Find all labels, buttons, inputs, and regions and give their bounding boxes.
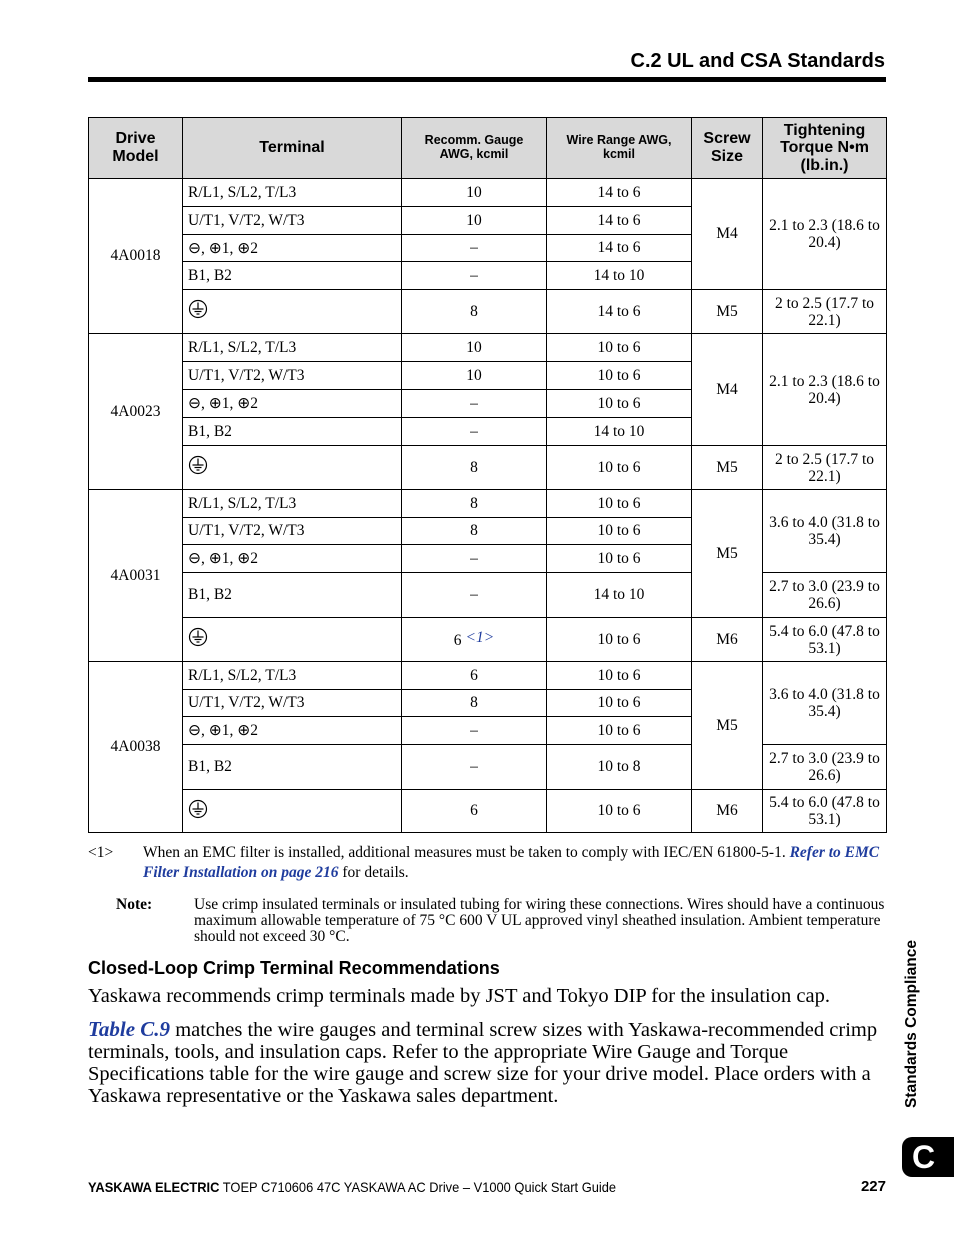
footer-doc xyxy=(88,1179,616,1195)
screw-size-cell: M5 xyxy=(692,662,763,790)
footer-brand: YASKAWA ELECTRIC xyxy=(88,1179,220,1195)
terminal-cell: B1, B2 xyxy=(183,262,402,290)
footnote-suffix: for details. xyxy=(342,864,409,881)
wire-range-cell: 10 to 6 xyxy=(547,518,692,545)
gauge-cell: 8 xyxy=(402,446,547,490)
header-terminal: Terminal xyxy=(183,118,402,179)
table-row xyxy=(89,334,887,362)
torque-cell: 2.1 to 2.3 (18.6 to 20.4) xyxy=(763,334,887,446)
screw-size-cell: M6 xyxy=(692,618,763,662)
gauge-cell: 10 xyxy=(402,179,547,207)
gauge-footnote-link[interactable]: <1> xyxy=(465,629,495,646)
footer-doc-title: TOEP C710606 47C YASKAWA AC Drive – V1000 Quick Start Guide xyxy=(222,1179,617,1195)
terminal-cell: R/L1, S/L2, T/L3 xyxy=(183,179,402,207)
terminal-cell: ⊖, ⊕1, ⊕2 xyxy=(183,390,402,418)
torque-cell: 3.6 to 4.0 (31.8 to 35.4) xyxy=(763,490,887,573)
ground-icon xyxy=(188,627,208,652)
header-drive-model: Drive Model xyxy=(89,118,183,179)
gauge-cell: 6 xyxy=(402,790,547,833)
header-wire-range: Wire Range AWG, kcmil xyxy=(547,118,692,179)
wire-range-cell: 10 to 6 xyxy=(547,490,692,518)
screw-size-cell: M5 xyxy=(692,290,763,334)
torque-cell: 2.7 to 3.0 (23.9 to 26.6) xyxy=(763,745,887,790)
header-screw-size: Screw Size xyxy=(692,118,763,179)
wire-range-cell: 10 to 6 xyxy=(547,390,692,418)
gauge-cell: 8 xyxy=(402,690,547,717)
footnote-body: When an EMC filter is installed, additional measures must be taken to comply with IEC/EN 61800-5-1. xyxy=(143,844,786,861)
footnote-marker: <1> xyxy=(88,844,114,861)
section-title: C.2 UL and CSA Standards xyxy=(630,50,885,72)
torque-cell: 2 to 2.5 (17.7 to 22.1) xyxy=(763,290,887,334)
wire-range-cell: 10 to 6 xyxy=(547,690,692,717)
torque-cell: 3.6 to 4.0 (31.8 to 35.4) xyxy=(763,662,887,745)
gauge-cell: – xyxy=(402,745,547,790)
screw-size-cell: M4 xyxy=(692,334,763,446)
terminal-cell: ⊖, ⊕1, ⊕2 xyxy=(183,545,402,573)
torque-cell: 2 to 2.5 (17.7 to 22.1) xyxy=(763,446,887,490)
table-row xyxy=(89,573,887,618)
torque-cell: 5.4 to 6.0 (47.8 to 53.1) xyxy=(763,618,887,662)
table-row xyxy=(89,290,887,334)
side-section-label: Standards Compliance xyxy=(903,940,920,1108)
wire-range-cell: 10 to 6 xyxy=(547,362,692,390)
wire-range-cell: 14 to 6 xyxy=(547,290,692,334)
gauge-cell: 8 xyxy=(402,290,547,334)
wire-range-cell: 10 to 8 xyxy=(547,745,692,790)
wire-range-cell: 10 to 6 xyxy=(547,662,692,690)
drive-model-cell: 4A0031 xyxy=(89,490,183,662)
wire-range-cell: 10 to 6 xyxy=(547,446,692,490)
table-row xyxy=(89,446,887,490)
table-row xyxy=(89,745,887,790)
wire-range-cell: 10 to 6 xyxy=(547,545,692,573)
ground-icon xyxy=(188,455,208,480)
footnote-link[interactable]: Refer to EMC Filter Installation on page 216 xyxy=(143,844,880,881)
paragraph-1: Yaskawa recommends crimp terminals made by JST and Tokyo DIP for the insulation cap. xyxy=(88,985,830,1007)
gauge-cell: 10 xyxy=(402,334,547,362)
page-number: 227 xyxy=(860,1178,886,1195)
wire-range-cell: 14 to 6 xyxy=(547,207,692,235)
wire-range-cell: 14 to 10 xyxy=(547,418,692,446)
gauge-cell: – xyxy=(402,418,547,446)
terminal-cell xyxy=(183,290,402,334)
drive-model-cell: 4A0038 xyxy=(89,662,183,833)
table-row xyxy=(89,618,887,662)
appendix-tab: C xyxy=(902,1137,954,1177)
gauge-cell: – xyxy=(402,262,547,290)
gauge-cell: 6 xyxy=(402,662,547,690)
gauge-cell: – xyxy=(402,235,547,262)
wire-range-cell: 14 to 10 xyxy=(547,262,692,290)
wire-range-cell: 10 to 6 xyxy=(547,618,692,662)
terminal-cell: R/L1, S/L2, T/L3 xyxy=(183,334,402,362)
table-row xyxy=(89,179,887,207)
footnote-text xyxy=(143,843,886,883)
gauge-cell: – xyxy=(402,390,547,418)
gauge-cell: – xyxy=(402,717,547,745)
screw-size-cell: M4 xyxy=(692,179,763,290)
gauge-cell xyxy=(402,618,547,662)
terminal-cell xyxy=(183,790,402,833)
screw-size-cell: M6 xyxy=(692,790,763,833)
torque-cell: 2.1 to 2.3 (18.6 to 20.4) xyxy=(763,179,887,290)
terminal-cell: ⊖, ⊕1, ⊕2 xyxy=(183,717,402,745)
terminal-cell: U/T1, V/T2, W/T3 xyxy=(183,518,402,545)
wire-range-cell: 14 to 10 xyxy=(547,573,692,618)
gauge-cell: 8 xyxy=(402,490,547,518)
terminal-cell: R/L1, S/L2, T/L3 xyxy=(183,662,402,690)
drive-model-cell: 4A0018 xyxy=(89,179,183,334)
subheading: Closed-Loop Crimp Terminal Recommendations xyxy=(88,958,500,978)
ground-icon xyxy=(188,799,208,824)
paragraph-2 xyxy=(88,1018,888,1107)
title-rule xyxy=(88,77,886,82)
screw-size-cell: M5 xyxy=(692,446,763,490)
wire-range-cell: 14 to 6 xyxy=(547,179,692,207)
gauge-cell: 8 xyxy=(402,518,547,545)
gauge-cell: – xyxy=(402,573,547,618)
wire-range-cell: 10 to 6 xyxy=(547,334,692,362)
header-torque: Tightening Torque N•m (lb.in.) xyxy=(763,118,887,179)
paragraph-2-text: matches the wire gauges and terminal screw sizes with Yaskawa-recommended crimp terminals, tools, and insulation caps. Refer to the appropriate Wire Gauge and Torque Specifications table for the wire gauge and screw size for your drive model. Place orders with a Yaskawa representative or the Yaskawa sales department. xyxy=(88,1019,878,1107)
terminal-cell: U/T1, V/T2, W/T3 xyxy=(183,362,402,390)
wire-gauge-table xyxy=(88,117,887,833)
table-link[interactable]: Table C.9 xyxy=(88,1017,171,1041)
terminal-cell: U/T1, V/T2, W/T3 xyxy=(183,690,402,717)
drive-model-cell: 4A0023 xyxy=(89,334,183,490)
gauge-cell: 10 xyxy=(402,362,547,390)
gauge-cell: 10 xyxy=(402,207,547,235)
wire-range-cell: 14 to 6 xyxy=(547,235,692,262)
table-row xyxy=(89,790,887,833)
wire-range-cell: 10 to 6 xyxy=(547,790,692,833)
torque-cell: 5.4 to 6.0 (47.8 to 53.1) xyxy=(763,790,887,833)
table-body xyxy=(89,179,887,833)
wire-range-cell: 10 to 6 xyxy=(547,717,692,745)
terminal-cell: U/T1, V/T2, W/T3 xyxy=(183,207,402,235)
table-row xyxy=(89,662,887,690)
note-label: Note: xyxy=(116,896,153,913)
header-gauge: Recomm. Gauge AWG, kcmil xyxy=(402,118,547,179)
ground-icon xyxy=(188,299,208,324)
terminal-cell: B1, B2 xyxy=(183,418,402,446)
terminal-cell xyxy=(183,446,402,490)
note-text: Use crimp insulated terminals or insulated tubing for wiring these connections. Wires should have a continuous maximum allowable temperature of 75 °C 600 V UL approved vinyl sheathed insulation. Ambient temperature should not exceed 30 °C. xyxy=(194,896,885,945)
gauge-cell: – xyxy=(402,545,547,573)
table-row xyxy=(89,490,887,518)
terminal-cell: R/L1, S/L2, T/L3 xyxy=(183,490,402,518)
terminal-cell: B1, B2 xyxy=(183,745,402,790)
torque-cell: 2.7 to 3.0 (23.9 to 26.6) xyxy=(763,573,887,618)
terminal-cell xyxy=(183,618,402,662)
terminal-cell: B1, B2 xyxy=(183,573,402,618)
screw-size-cell: M5 xyxy=(692,490,763,618)
terminal-cell: ⊖, ⊕1, ⊕2 xyxy=(183,235,402,262)
gauge-value: 6 xyxy=(453,632,462,649)
